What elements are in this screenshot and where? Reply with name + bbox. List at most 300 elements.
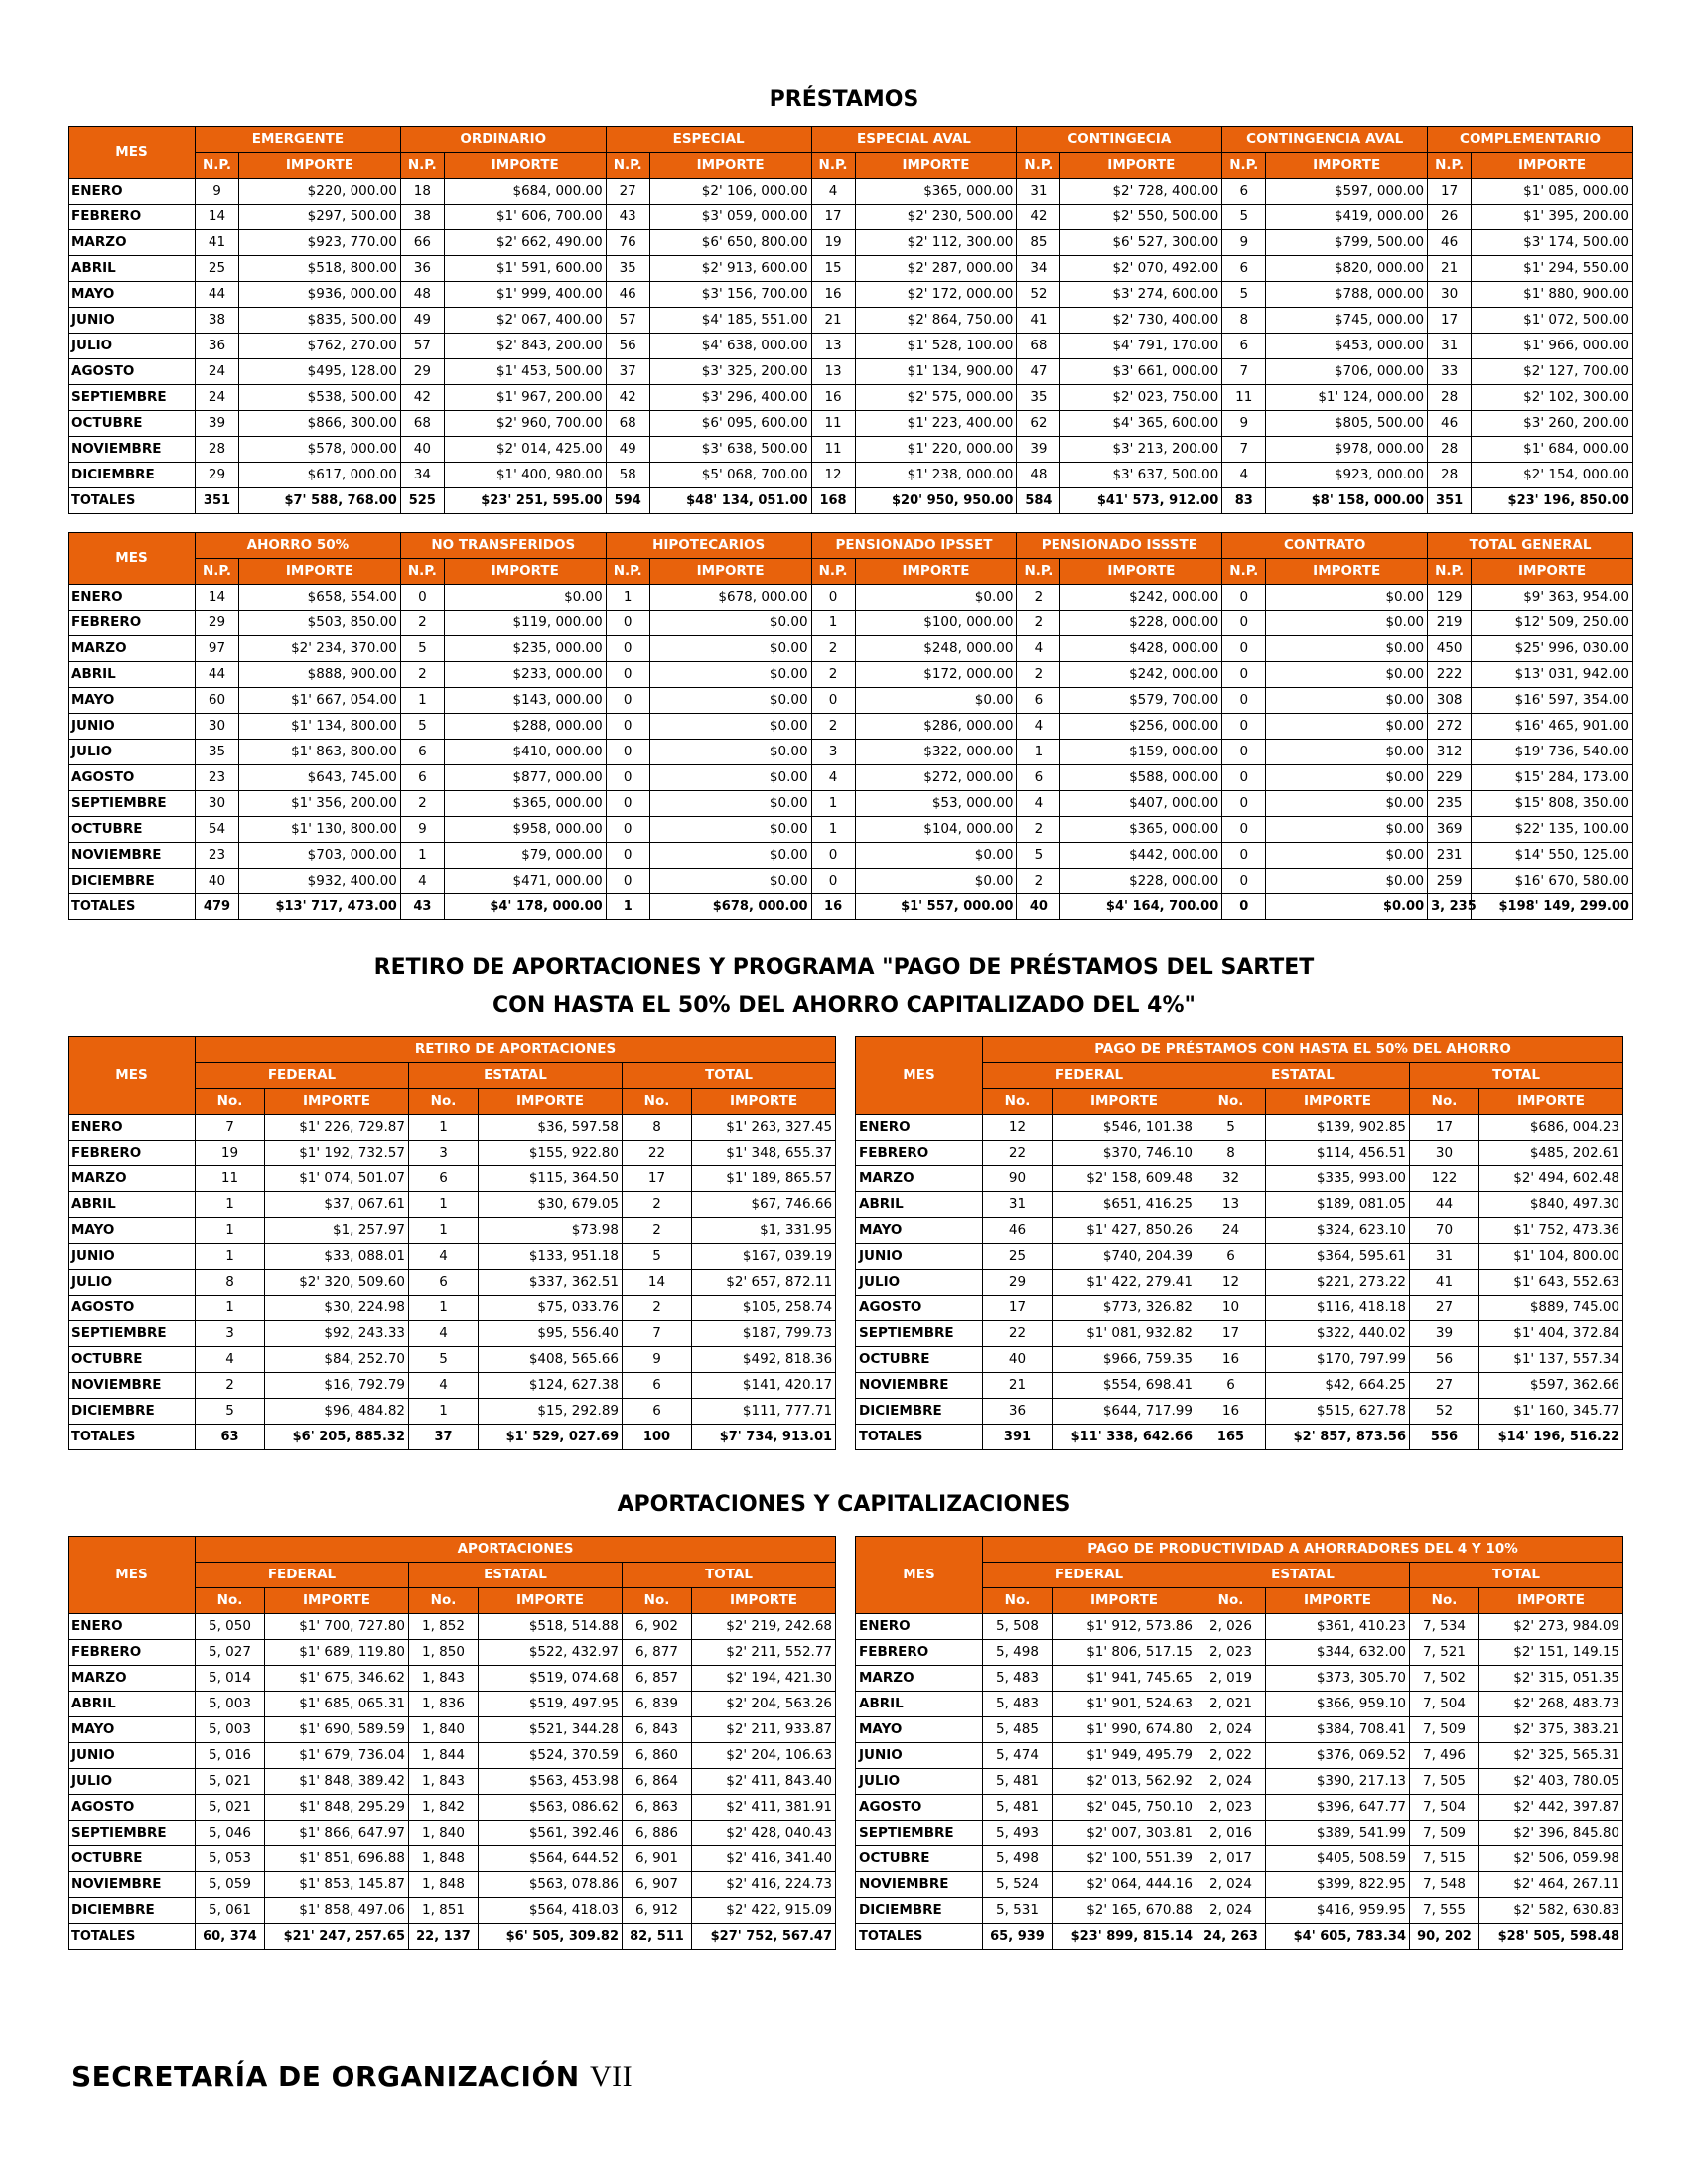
count-cell: 68	[400, 411, 444, 437]
amount-cell: $0.00	[1266, 894, 1428, 920]
amount-cell: $453, 000.00	[1266, 334, 1428, 359]
amount-cell: $7' 588, 768.00	[239, 488, 401, 514]
np-header: N.P.	[1428, 153, 1472, 179]
count-cell: 450	[1428, 636, 1472, 662]
amount-cell: $2' 550, 500.00	[1060, 205, 1222, 230]
count-cell: 11	[811, 437, 855, 463]
amount-cell: $0.00	[444, 585, 606, 611]
count-cell: 6, 843	[623, 1717, 692, 1743]
amount-cell: $966, 759.35	[1053, 1347, 1196, 1373]
count-cell: 42	[400, 385, 444, 411]
amount-cell: $12' 509, 250.00	[1472, 611, 1633, 636]
amount-cell: $888, 900.00	[239, 662, 401, 688]
count-cell: 36	[983, 1399, 1053, 1425]
amount-cell: $2' 416, 224.73	[692, 1872, 836, 1898]
amount-cell: $651, 416.25	[1053, 1192, 1196, 1218]
table-row	[856, 1872, 1623, 1898]
amount-cell: $1' 643, 552.63	[1479, 1270, 1623, 1296]
count-cell: 7, 504	[1410, 1795, 1479, 1821]
count-cell: 43	[400, 894, 444, 920]
amount-cell: $6' 205, 885.32	[265, 1425, 409, 1450]
count-cell: 13	[811, 334, 855, 359]
count-cell: 17	[811, 205, 855, 230]
footer-title: SECRETARÍA DE ORGANIZACIÓN	[71, 2060, 580, 2093]
count-cell: 2	[400, 662, 444, 688]
amount-cell: $2' 158, 609.48	[1053, 1166, 1196, 1192]
amount-cell: $37, 067.61	[265, 1192, 409, 1218]
table-row	[69, 791, 1633, 817]
month-cell: FEBRERO	[856, 1141, 983, 1166]
amount-cell: $492, 818.36	[692, 1347, 836, 1373]
count-cell: 37	[409, 1425, 479, 1450]
count-cell: 19	[196, 1141, 265, 1166]
amount-cell: $2' 014, 425.00	[444, 437, 606, 463]
group-header: CONTINGECIA	[1017, 127, 1222, 153]
count-cell: 2	[1017, 817, 1060, 843]
importe-header: IMPORTE	[1472, 153, 1633, 179]
amount-cell: $2' 234, 370.00	[239, 636, 401, 662]
count-cell: 14	[196, 205, 239, 230]
importe-header: IMPORTE	[1266, 153, 1428, 179]
count-cell: 1	[811, 791, 855, 817]
month-cell: JUNIO	[69, 1244, 196, 1270]
count-cell: 3	[811, 740, 855, 765]
amount-cell: $419, 000.00	[1266, 205, 1428, 230]
amount-cell: $835, 500.00	[239, 308, 401, 334]
amount-cell: $578, 000.00	[239, 437, 401, 463]
count-cell: 5, 059	[196, 1872, 265, 1898]
count-cell: 2, 016	[1196, 1821, 1266, 1846]
amount-cell: $799, 500.00	[1266, 230, 1428, 256]
table-row	[856, 1769, 1623, 1795]
amount-cell: $0.00	[649, 662, 811, 688]
count-cell: 11	[811, 411, 855, 437]
count-cell: 2	[400, 611, 444, 636]
count-cell: 13	[811, 359, 855, 385]
count-cell: 0	[811, 869, 855, 894]
amount-cell: $0.00	[649, 869, 811, 894]
count-cell: 9	[623, 1347, 692, 1373]
amount-cell: $1, 257.97	[265, 1218, 409, 1244]
amount-cell: $1' 667, 054.00	[239, 688, 401, 714]
amount-cell: $597, 362.66	[1479, 1373, 1623, 1399]
amount-cell: $0.00	[649, 611, 811, 636]
amount-cell: $6' 095, 600.00	[649, 411, 811, 437]
amount-cell: $0.00	[649, 714, 811, 740]
amount-cell: $563, 086.62	[479, 1795, 623, 1821]
amount-cell: $923, 000.00	[1266, 463, 1428, 488]
group-header-row	[69, 533, 1633, 559]
count-cell: 22	[983, 1321, 1053, 1347]
month-cell: TOTALES	[69, 488, 196, 514]
count-cell: 0	[811, 688, 855, 714]
month-cell: MAYO	[69, 282, 196, 308]
amount-cell: $2' 165, 670.88	[1053, 1898, 1196, 1924]
month-cell: MARZO	[856, 1666, 983, 1692]
amount-cell: $2' 230, 500.00	[855, 205, 1017, 230]
amount-cell: $344, 632.00	[1266, 1640, 1410, 1666]
amount-cell: $408, 565.66	[479, 1347, 623, 1373]
amount-cell: $228, 000.00	[1060, 611, 1222, 636]
amount-cell: $820, 000.00	[1266, 256, 1428, 282]
no-header: No.	[1410, 1588, 1479, 1614]
table-row	[856, 1296, 1623, 1321]
amount-cell: $2' 273, 984.09	[1479, 1614, 1623, 1640]
count-cell: 6	[1196, 1244, 1266, 1270]
table-row	[856, 1166, 1623, 1192]
count-cell: 5, 016	[196, 1743, 265, 1769]
count-cell: 16	[1196, 1347, 1266, 1373]
amount-cell: $384, 708.41	[1266, 1717, 1410, 1743]
month-cell: ENERO	[69, 1115, 196, 1141]
amount-cell: $2' 211, 552.77	[692, 1640, 836, 1666]
count-cell: 24	[196, 359, 239, 385]
importe-header: IMPORTE	[692, 1089, 836, 1115]
count-cell: 5, 483	[983, 1666, 1053, 1692]
amount-cell: $256, 000.00	[1060, 714, 1222, 740]
amount-cell: $389, 541.99	[1266, 1821, 1410, 1846]
count-cell: 17	[623, 1166, 692, 1192]
month-cell: TOTALES	[69, 894, 196, 920]
group-header: HIPOTECARIOS	[606, 533, 811, 559]
count-cell: 2, 023	[1196, 1795, 1266, 1821]
month-cell: MARZO	[69, 230, 196, 256]
table-row	[856, 1743, 1623, 1769]
amount-cell: $0.00	[855, 688, 1017, 714]
count-cell: 12	[983, 1115, 1053, 1141]
table-row	[69, 1218, 836, 1244]
count-cell: 29	[196, 463, 239, 488]
amount-cell: $2' 127, 700.00	[1472, 359, 1633, 385]
amount-cell: $588, 000.00	[1060, 765, 1222, 791]
count-cell: 6	[1196, 1373, 1266, 1399]
amount-cell: $105, 258.74	[692, 1296, 836, 1321]
amount-cell: $141, 420.17	[692, 1373, 836, 1399]
amount-cell: $1' 189, 865.57	[692, 1166, 836, 1192]
group-header: EMERGENTE	[196, 127, 401, 153]
group-header: TOTAL	[1410, 1563, 1623, 1588]
count-cell: 0	[1222, 740, 1266, 765]
count-cell: 2, 023	[1196, 1640, 1266, 1666]
table-row	[69, 1244, 836, 1270]
amount-cell: $2' 315, 051.35	[1479, 1666, 1623, 1692]
amount-cell: $2' 728, 400.00	[1060, 179, 1222, 205]
importe-header: IMPORTE	[479, 1089, 623, 1115]
count-cell: 82, 511	[623, 1924, 692, 1950]
table-row	[69, 1846, 836, 1872]
amount-cell: $0.00	[649, 688, 811, 714]
table-row	[69, 1296, 836, 1321]
amount-cell: $2' 506, 059.98	[1479, 1846, 1623, 1872]
month-cell: OCTUBRE	[856, 1846, 983, 1872]
count-cell: 4	[811, 765, 855, 791]
amount-cell: $2' 045, 750.10	[1053, 1795, 1196, 1821]
amount-cell: $773, 326.82	[1053, 1296, 1196, 1321]
table-row	[69, 1614, 836, 1640]
amount-cell: $1' 848, 295.29	[265, 1795, 409, 1821]
count-cell: 6, 912	[623, 1898, 692, 1924]
amount-cell: $522, 432.97	[479, 1640, 623, 1666]
amount-cell: $1' 528, 100.00	[855, 334, 1017, 359]
group-header: ESTATAL	[1196, 1063, 1410, 1089]
table-title: PAGO DE PRÉSTAMOS CON HASTA EL 50% DEL AHORRO	[983, 1037, 1623, 1063]
count-cell: 7	[1222, 437, 1266, 463]
count-cell: 165	[1196, 1425, 1266, 1450]
amount-cell: $3' 156, 700.00	[649, 282, 811, 308]
amount-cell: $678, 000.00	[649, 585, 811, 611]
np-header: N.P.	[1428, 559, 1472, 585]
count-cell: 5, 061	[196, 1898, 265, 1924]
count-cell: 5, 474	[983, 1743, 1053, 1769]
amount-cell: $2' 913, 600.00	[649, 256, 811, 282]
count-cell: 7, 496	[1410, 1743, 1479, 1769]
table-row	[69, 1666, 836, 1692]
count-cell: 6, 857	[623, 1666, 692, 1692]
amount-cell: $370, 746.10	[1053, 1141, 1196, 1166]
count-cell: 25	[983, 1244, 1053, 1270]
count-cell: 57	[400, 334, 444, 359]
count-cell: 0	[1222, 791, 1266, 817]
count-cell: 2, 026	[1196, 1614, 1266, 1640]
count-cell: 24	[196, 385, 239, 411]
count-cell: 5, 003	[196, 1717, 265, 1743]
amount-cell: $1' 085, 000.00	[1472, 179, 1633, 205]
count-cell: 46	[983, 1218, 1053, 1244]
amount-cell: $172, 000.00	[855, 662, 1017, 688]
count-cell: 1	[409, 1296, 479, 1321]
count-cell: 1	[606, 894, 649, 920]
amount-cell: $21' 247, 257.65	[265, 1924, 409, 1950]
count-cell: 60	[196, 688, 239, 714]
count-cell: 4	[409, 1244, 479, 1270]
amount-cell: $2' 112, 300.00	[855, 230, 1017, 256]
month-cell: OCTUBRE	[69, 411, 196, 437]
table-row	[69, 1717, 836, 1743]
count-cell: 23	[196, 843, 239, 869]
count-cell: 52	[1410, 1399, 1479, 1425]
no-header: No.	[409, 1588, 479, 1614]
table-row	[69, 308, 1633, 334]
count-cell: 1, 852	[409, 1614, 479, 1640]
count-cell: 1	[811, 817, 855, 843]
amount-cell: $518, 514.88	[479, 1614, 623, 1640]
np-header: N.P.	[400, 153, 444, 179]
month-cell: FEBRERO	[69, 205, 196, 230]
table-row	[69, 869, 1633, 894]
count-cell: 351	[196, 488, 239, 514]
count-cell: 40	[1017, 894, 1060, 920]
count-cell: 42	[1017, 205, 1060, 230]
amount-cell: $0.00	[1266, 585, 1428, 611]
count-cell: 0	[1222, 817, 1266, 843]
amount-cell: $100, 000.00	[855, 611, 1017, 636]
group-header: ESTATAL	[409, 1063, 623, 1089]
count-cell: 6, 860	[623, 1743, 692, 1769]
count-cell: 17	[983, 1296, 1053, 1321]
amount-cell: $41' 573, 912.00	[1060, 488, 1222, 514]
count-cell: 235	[1428, 791, 1472, 817]
amount-cell: $515, 627.78	[1266, 1399, 1410, 1425]
table-row	[69, 437, 1633, 463]
amount-cell: $0.00	[855, 585, 1017, 611]
month-cell: ENERO	[856, 1115, 983, 1141]
month-cell: SEPTIEMBRE	[856, 1321, 983, 1347]
table-title: RETIRO DE APORTACIONES	[196, 1037, 836, 1063]
sub-header-row	[69, 559, 1633, 585]
month-cell: ENERO	[69, 1614, 196, 1640]
count-cell: 68	[606, 411, 649, 437]
count-cell: 4	[1222, 463, 1266, 488]
amount-cell: $0.00	[1266, 817, 1428, 843]
amount-cell: $1' 348, 655.37	[692, 1141, 836, 1166]
amount-cell: $233, 000.00	[444, 662, 606, 688]
table-row	[69, 714, 1633, 740]
count-cell: 0	[811, 585, 855, 611]
count-cell: 0	[1222, 714, 1266, 740]
totals-row	[69, 1924, 836, 1950]
amount-cell: $272, 000.00	[855, 765, 1017, 791]
count-cell: 5, 046	[196, 1821, 265, 1846]
table-row	[69, 662, 1633, 688]
count-cell: 39	[1410, 1321, 1479, 1347]
count-cell: 36	[196, 334, 239, 359]
count-cell: 7, 505	[1410, 1769, 1479, 1795]
count-cell: 2	[1017, 585, 1060, 611]
count-cell: 6	[623, 1399, 692, 1425]
amount-cell: $189, 081.05	[1266, 1192, 1410, 1218]
amount-cell: $228, 000.00	[1060, 869, 1222, 894]
amount-cell: $1' 675, 346.62	[265, 1666, 409, 1692]
count-cell: 4	[400, 869, 444, 894]
count-cell: 6	[409, 1270, 479, 1296]
count-cell: 0	[606, 662, 649, 688]
amount-cell: $563, 078.86	[479, 1872, 623, 1898]
pago-productividad-table	[855, 1536, 1623, 1950]
count-cell: 1	[196, 1192, 265, 1218]
table-row	[69, 1743, 836, 1769]
count-cell: 2	[623, 1218, 692, 1244]
amount-cell: $2' 268, 483.73	[1479, 1692, 1623, 1717]
count-cell: 5, 524	[983, 1872, 1053, 1898]
group-header: PENSIONADO IPSSET	[811, 533, 1017, 559]
count-cell: 1	[811, 611, 855, 636]
count-cell: 97	[196, 636, 239, 662]
count-cell: 0	[1222, 843, 1266, 869]
amount-cell: $1' 529, 027.69	[479, 1425, 623, 1450]
amount-cell: $1' 690, 589.59	[265, 1717, 409, 1743]
count-cell: 6	[623, 1373, 692, 1399]
count-cell: 2, 021	[1196, 1692, 1266, 1717]
count-cell: 22	[623, 1141, 692, 1166]
importe-header: IMPORTE	[239, 153, 401, 179]
amount-cell: $322, 000.00	[855, 740, 1017, 765]
amount-cell: $114, 456.51	[1266, 1141, 1410, 1166]
count-cell: 5, 053	[196, 1846, 265, 1872]
month-cell: OCTUBRE	[69, 817, 196, 843]
table-row	[69, 1192, 836, 1218]
importe-header: IMPORTE	[265, 1588, 409, 1614]
amount-cell: $14' 196, 516.22	[1479, 1425, 1623, 1450]
amount-cell: $324, 623.10	[1266, 1218, 1410, 1244]
count-cell: 83	[1222, 488, 1266, 514]
amount-cell: $1' 591, 600.00	[444, 256, 606, 282]
no-header: No.	[623, 1089, 692, 1115]
count-cell: 1	[400, 843, 444, 869]
table-row	[856, 1399, 1623, 1425]
table-row	[69, 1373, 836, 1399]
table-row	[856, 1270, 1623, 1296]
amount-cell: $0.00	[855, 843, 1017, 869]
importe-header: IMPORTE	[1266, 1588, 1410, 1614]
amount-cell: $524, 370.59	[479, 1743, 623, 1769]
importe-header: IMPORTE	[855, 153, 1017, 179]
count-cell: 44	[1410, 1192, 1479, 1218]
no-header: No.	[983, 1089, 1053, 1115]
month-cell: OCTUBRE	[856, 1347, 983, 1373]
month-cell: OCTUBRE	[69, 1846, 196, 1872]
amount-cell: $15, 292.89	[479, 1399, 623, 1425]
totals-row	[69, 488, 1633, 514]
amount-cell: $364, 595.61	[1266, 1244, 1410, 1270]
amount-cell: $579, 700.00	[1060, 688, 1222, 714]
amount-cell: $9' 363, 954.00	[1472, 585, 1633, 611]
month-cell: ABRIL	[69, 1192, 196, 1218]
month-cell: SEPTIEMBRE	[856, 1821, 983, 1846]
count-cell: 85	[1017, 230, 1060, 256]
count-cell: 0	[606, 869, 649, 894]
month-cell: JUNIO	[69, 308, 196, 334]
group-header: FEDERAL	[983, 1063, 1196, 1089]
count-cell: 39	[196, 411, 239, 437]
month-cell: JUNIO	[69, 1743, 196, 1769]
count-cell: 5, 003	[196, 1692, 265, 1717]
month-cell: ABRIL	[69, 256, 196, 282]
amount-cell: $159, 000.00	[1060, 740, 1222, 765]
title-header-row	[856, 1037, 1623, 1063]
count-cell: 479	[196, 894, 239, 920]
amount-cell: $2' 857, 873.56	[1266, 1425, 1410, 1450]
amount-cell: $73.98	[479, 1218, 623, 1244]
amount-cell: $1' 134, 900.00	[855, 359, 1017, 385]
count-cell: 7, 502	[1410, 1666, 1479, 1692]
title-header-row	[69, 1537, 836, 1563]
amount-cell: $2' 396, 845.80	[1479, 1821, 1623, 1846]
count-cell: 2	[623, 1192, 692, 1218]
count-cell: 2, 024	[1196, 1769, 1266, 1795]
amount-cell: $1' 967, 200.00	[444, 385, 606, 411]
count-cell: 556	[1410, 1425, 1479, 1450]
month-cell: MARZO	[69, 1666, 196, 1692]
count-cell: 27	[606, 179, 649, 205]
table-row	[856, 1115, 1623, 1141]
amount-cell: $485, 202.61	[1479, 1141, 1623, 1166]
amount-cell: $7' 734, 913.01	[692, 1425, 836, 1450]
count-cell: 0	[1222, 662, 1266, 688]
table-row	[856, 1717, 1623, 1743]
amount-cell: $0.00	[1266, 740, 1428, 765]
count-cell: 28	[1428, 437, 1472, 463]
amount-cell: $643, 745.00	[239, 765, 401, 791]
count-cell: 2	[811, 714, 855, 740]
count-cell: 66	[400, 230, 444, 256]
amount-cell: $1' 853, 145.87	[265, 1872, 409, 1898]
amount-cell: $2' 023, 750.00	[1060, 385, 1222, 411]
table-row	[69, 1795, 836, 1821]
table-row	[856, 1141, 1623, 1166]
amount-cell: $0.00	[1266, 765, 1428, 791]
count-cell: 30	[196, 714, 239, 740]
amount-cell: $2' 100, 551.39	[1053, 1846, 1196, 1872]
